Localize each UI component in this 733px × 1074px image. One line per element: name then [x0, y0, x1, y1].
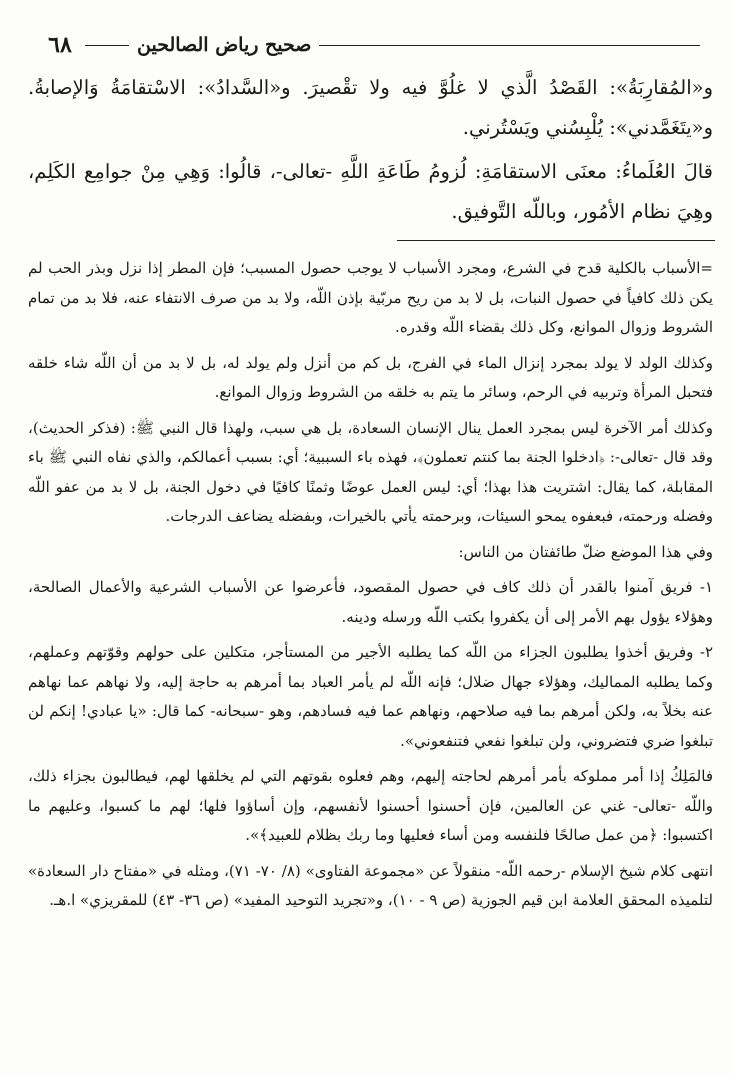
- footnote-paragraph: وكذلك أمر الآخرة ليس بمجرد العمل ينال الإنسان السعادة، بل هي سبب، ولهذا قال النبي ﷺ: (فذكر الحديث)، وقد قال -تعالى-: ﴿ادخلوا الجنة بما كنتم تعملون﴾، فهذه باء السببية؛ أي: بسبب أعمالكم، والذي نفاه النبي ﷺ باء المقابلة، كما يقال: اشتريت هذا بهذا؛ أي: ليس العمل عوضًا وثمنًا كافيًا في دخول الجنة، بل لا بد من عفو اللّه وفضله ورحمته، فبعفوه يمحو السيئات، وبرحمته يأتي بالخيرات، وبفضله يضاعف الدرجات.: [28, 418, 713, 525]
- footnote-paragraph: وفي هذا الموضع ضلّ طائفتان من الناس:: [458, 542, 713, 561]
- footnote-paragraph: ٢- وفريق أخذوا يطلبون الجزاء من اللّه كما يطلبه الأجير من المستأجر، متكلين على حولهم وقوّتهم وعملهم، وكما يطلبه المماليك، وهؤلاء جهال ضلال؛ فإنه اللّه لم يأمر العباد بما أمرهم به حاجة إليه، ولا نهاهم عما نهاهم عنه بخلاً به، ولكن أمرهم بما فيه صلاحهم، ونهاهم عما فيه فسادهم، وهو -سبحانه- كما قال: «يا عبادي! إنكم لن تبلغوا ضري فتضروني، ولن تبلغوا نفعي فتنفعوني».: [28, 643, 714, 750]
- main-paragraph-scholars: قالَ العُلَماءُ: معنَى الاستقامَةِ: لُزومُ طَاعَةِ اللَّهِ -تعالى-، قالُوا: وَهِي مِنْ جوامِع الكَلِم، وهِيَ نظام الأمُور، وباللّه التَّوفيق.: [28, 160, 713, 223]
- page-number: ٦٨: [48, 32, 72, 58]
- main-text: [28, 68, 713, 232]
- footnote-paragraph: وكذلك الولد لا يولد بمجرد إنزال الماء في الفرج، بل كم من أنزل ولم يولد له، بل لا بد من أن اللّه شاء خلقه فتحبل المرأة وتربيه في الرحم، وسائر ما يتم به خلقه من الشروط وزوال الموانع.: [28, 353, 713, 401]
- book-title: صحيح رياض الصالحين: [137, 34, 312, 56]
- main-paragraph-glossary: و«المُقارِبَةُ»: القَصْدُ الَّذي لا غلُوَّ فيه ولا تقْصيرَ. و«السَّدادُ»: الاسْتقامَةُ وَالإصابةُ. و«يتَغَمَّدني»: يُلْبِسُني ويَسْتُرني.: [28, 76, 713, 139]
- footnote-paragraph: =الأسباب بالكلية قدح في الشرع، ومجرد الأسباب لا يوجب حصول المسبب؛ فإن المطر إذا نزل وبذر الحب لم يكن ذلك كافياً في حصول النبات، بل لا بد من ريح مربّية بإذن اللّه، ولا بد من صرف الانتفاء عنه، فلا بد من تمام الشروط وزوال الموانع، وكل ذلك بقضاء اللّه وقدره.: [28, 259, 713, 336]
- footnote-paragraph: فالمَلِكُ إذا أمر مملوكه بأمر أمرهم لحاجته إليهم، وهم فعلوه بقوتهم التي لم يخلقها لهم، فيطالبون بجزاء ذلك، واللّه -تعالى- غني عن العالمين، فإن أحسنوا أحسنوا لأنفسهم، وإن أساؤوا فلها؛ لهم ما كسبوا، وعليهم ما اكتسبوا: ﴿من عمل صالحًا فلنفسه ومن أساء فعليها وما ربك بظلام للعبيد﴾».: [28, 767, 713, 844]
- header-rule-left: [85, 45, 129, 46]
- footnote-separator: [397, 240, 715, 241]
- running-header: [35, 30, 708, 60]
- footnote-text: [28, 254, 713, 916]
- header-rule-right: [319, 45, 700, 46]
- footnote-paragraph: ١- فريق آمنوا بالقدر أن ذلك كاف في حصول المقصود، فأعرضوا عن الأسباب الشرعية والأعمال الصالحة، وهؤلاء يؤول بهم الأمر إلى أن يكفروا بكتب اللّه ورسله ودينه.: [28, 578, 713, 626]
- footnote-paragraph: انتهى كلام شيخ الإسلام -رحمه اللّه- منقولاً عن «مجموعة الفتاوى» (٨/ ٧٠- ٧١)، ومثله في «مفتاح دار السعادة» لتلميذه المحقق العلامة ابن قيم الجوزية (ص ٩ - ١٠)، و«تجريد التوحيد المفيد» (ص ٣٦- ٤٣) للمقريزي» ا.هـ.: [28, 861, 713, 909]
